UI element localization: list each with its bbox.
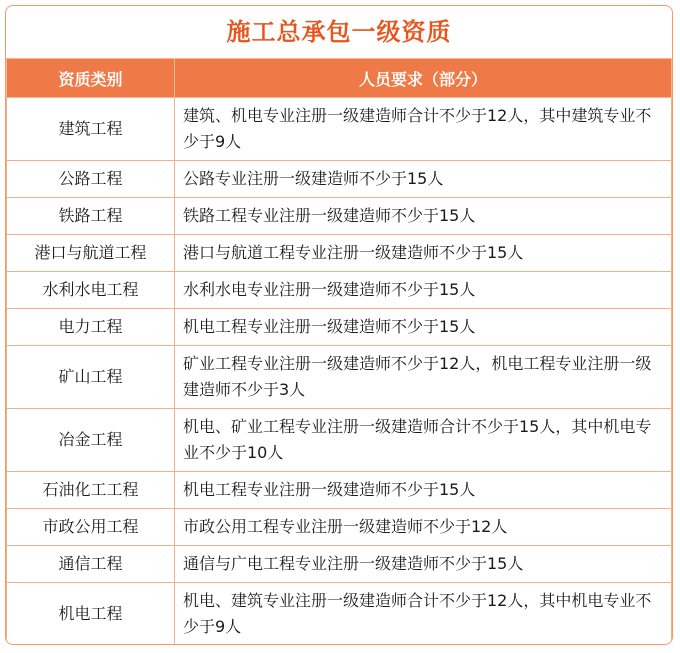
requirement-cell: 机电工程专业注册一级建造师不少于15人 xyxy=(175,309,672,346)
table-row xyxy=(7,198,672,235)
requirement-cell: 市政公用工程专业注册一级建造师不少于12人 xyxy=(175,509,672,546)
category-cell: 市政公用工程 xyxy=(7,509,175,546)
requirement-cell: 港口与航道工程专业注册一级建造师不少于15人 xyxy=(175,235,672,272)
requirement-cell: 建筑、机电专业注册一级建造师合计不少于12人，其中建筑专业不少于9人 xyxy=(175,98,672,161)
category-cell: 港口与航道工程 xyxy=(7,235,175,272)
requirement-cell: 机电工程专业注册一级建造师不少于15人 xyxy=(175,472,672,509)
category-cell: 机电工程 xyxy=(7,583,175,646)
table-row xyxy=(7,98,672,161)
category-cell: 矿山工程 xyxy=(7,346,175,409)
table-row xyxy=(7,509,672,546)
table-row xyxy=(7,235,672,272)
category-cell: 电力工程 xyxy=(7,309,175,346)
table-header-row xyxy=(7,59,672,98)
category-cell: 冶金工程 xyxy=(7,409,175,472)
page-title: 施工总承包一级资质 xyxy=(226,18,452,46)
table-row xyxy=(7,409,672,472)
table-row xyxy=(7,546,672,583)
table-row xyxy=(7,472,672,509)
table-row xyxy=(7,272,672,309)
table-row xyxy=(7,309,672,346)
column-header-category: 资质类别 xyxy=(7,59,175,98)
requirement-cell: 公路专业注册一级建造师不少于15人 xyxy=(175,161,672,198)
requirement-cell: 通信与广电工程专业注册一级建造师不少于15人 xyxy=(175,546,672,583)
category-cell: 水利水电工程 xyxy=(7,272,175,309)
category-cell: 公路工程 xyxy=(7,161,175,198)
category-cell: 建筑工程 xyxy=(7,98,175,161)
requirement-cell: 矿业工程专业注册一级建造师不少于12人，机电工程专业注册一级建造师不少于3人 xyxy=(175,346,672,409)
table-row xyxy=(7,161,672,198)
table-row xyxy=(7,583,672,646)
requirement-cell: 机电、矿业工程专业注册一级建造师合计不少于15人，其中机电专业不少于10人 xyxy=(175,409,672,472)
qualification-table xyxy=(6,58,672,645)
category-cell: 通信工程 xyxy=(7,546,175,583)
category-cell: 石油化工工程 xyxy=(7,472,175,509)
category-cell: 铁路工程 xyxy=(7,198,175,235)
table-row xyxy=(7,346,672,409)
column-header-requirement: 人员要求（部分） xyxy=(175,59,672,98)
qualification-table-card xyxy=(5,5,673,645)
requirement-cell: 铁路工程专业注册一级建造师不少于15人 xyxy=(175,198,672,235)
requirement-cell: 机电、建筑专业注册一级建造师合计不少于12人，其中机电专业不少于9人 xyxy=(175,583,672,646)
requirement-cell: 水利水电专业注册一级建造师不少于15人 xyxy=(175,272,672,309)
